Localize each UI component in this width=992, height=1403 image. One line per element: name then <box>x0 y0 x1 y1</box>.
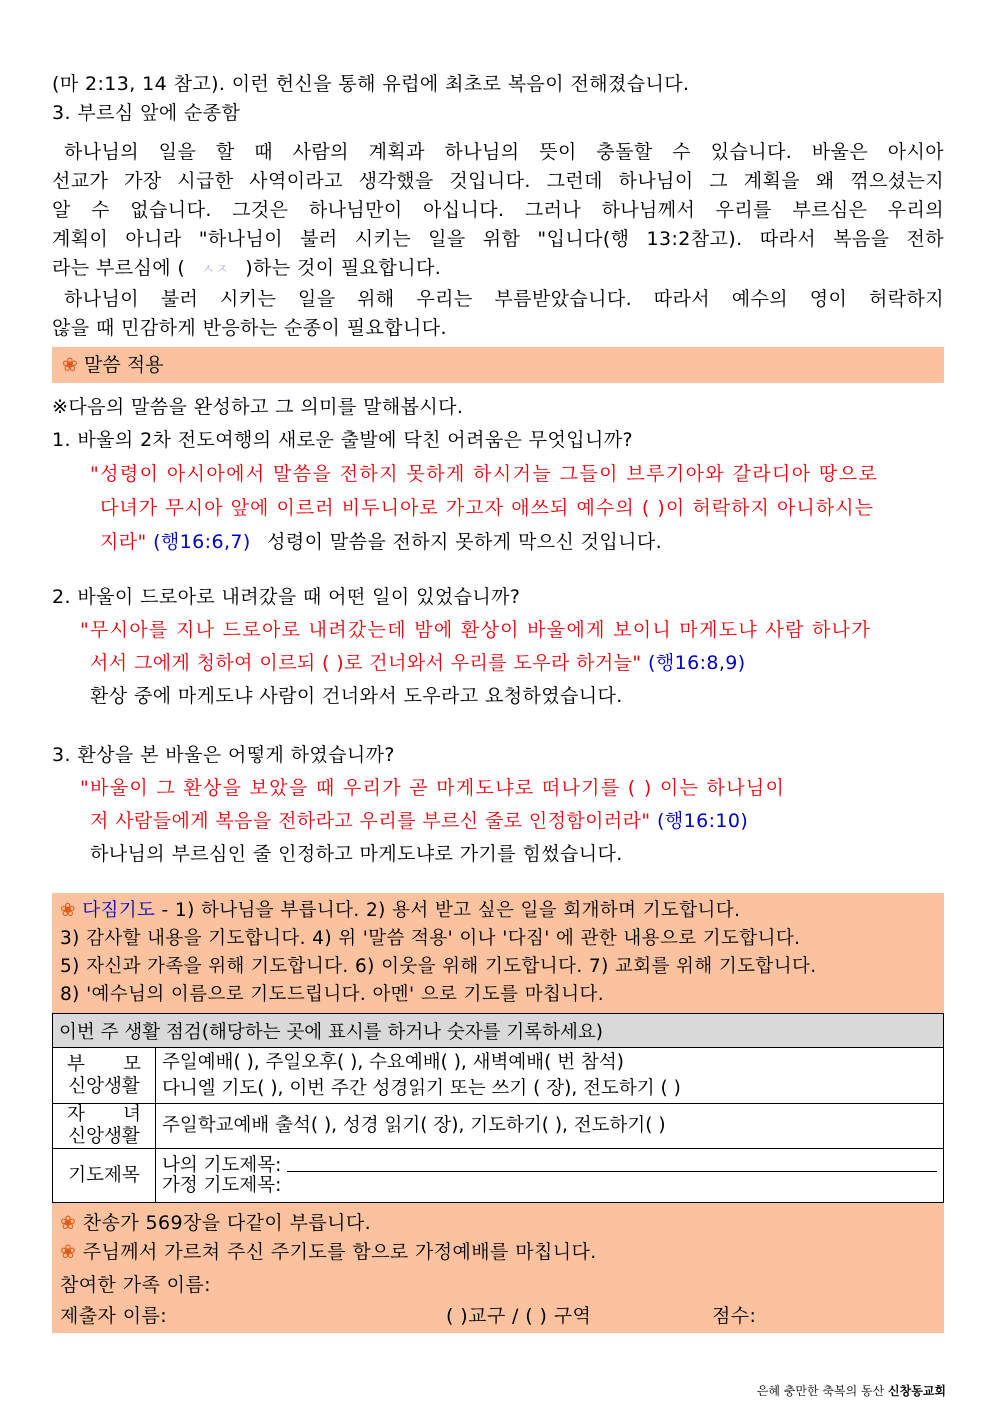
participants-field[interactable]: 참여한 가족 이름: <box>60 1274 211 1296</box>
prayer-topics-label: 기도제목 <box>53 1149 156 1203</box>
prayer-line: ❀ 다짐기도 - 1) 하나님을 부릅니다. 2) 용서 받고 싶은 일을 회개하며 기도합니다. <box>60 900 741 921</box>
paragraph-line: 하나님이 불러 시키는 일을 위해 우리는 부름받았습니다. 따라서 예수의 영이 허락하지 <box>64 288 944 310</box>
worship-sheet <box>52 70 944 1333</box>
prayer-label: 다짐기도 <box>82 900 156 921</box>
church-name: 신창동교회 <box>888 1384 946 1398</box>
church-signature: 은혜 충만한 축복의 동산 신창동교회 <box>756 1384 946 1398</box>
family-prayer-row[interactable]: 가정 기도제목: <box>162 1174 282 1196</box>
parents-checks <box>156 1048 944 1104</box>
verse-line: 서서 그에게 청하여 이르되 ( )로 건너와서 우리를 도우라 하거늘" (행16:8,9) <box>90 652 746 674</box>
children-row[interactable]: 주일학교예배 출석( ), 성경 읽기( 장), 기도하기( ), 전도하기( ) <box>162 1115 666 1136</box>
paragraph-line: 선교가 가장 시급한 사역이라고 생각했을 것입니다. 그런데 하나님이 그 계획을 왜 꺾으셨는지 <box>52 170 944 192</box>
parents-label: 부 모 신앙생활 <box>53 1048 156 1104</box>
verse-line: "성령이 아시아에서 말씀을 전하지 못하게 하시거늘 그들이 브루기아와 갈라디아 땅으로 <box>90 463 879 485</box>
paragraph-line: 않을 때 민감하게 반응하는 순종이 필요합니다. <box>52 317 447 339</box>
verse-reference: (행16:10) <box>657 810 749 832</box>
apply-title: 말씀 적용 <box>83 354 164 376</box>
life-checklist <box>52 1013 944 1203</box>
lords-prayer-line: ❀ 주님께서 가르쳐 주신 주기도를 함으로 가정예배를 마칩니다. <box>60 1241 597 1263</box>
verse-line: 저 사람들에게 복음을 전하라고 우리를 부르신 줄로 인정함이러라" (행16:10) <box>90 810 749 832</box>
closing-section <box>52 1203 944 1333</box>
verse-line: 지라" (행16:6,7) 성령이 말씀을 전하지 못하게 막으신 것입니다. <box>100 531 663 553</box>
score-field[interactable]: 점수: <box>712 1305 757 1327</box>
intro-line: (마 2:13, 14 참고). 이런 헌신을 통해 유럽에 최초로 복음이 전해졌습니다. <box>52 73 690 95</box>
answer: 환상 중에 마게도냐 사람이 건너와서 도우라고 요청하였습니다. <box>90 685 623 707</box>
prayer-line: 3) 감사할 내용을 기도합니다. 4) 위 '말씀 적용' 이나 '다짐' 에 관한 내용으로 기도합니다. <box>60 928 801 949</box>
submitter-field[interactable]: 제출자 이름: <box>60 1305 168 1327</box>
parents-devotion-row[interactable]: 다니엘 기도( ), 이번 주간 성경읽기 또는 쓰기 ( 장), 전도하기 ( ) <box>162 1077 681 1099</box>
apply-header <box>52 347 944 383</box>
verse-reference: (행16:6,7) <box>153 531 251 553</box>
flower-icon: ❀ <box>60 900 76 921</box>
paragraph-line: 하나님의 일을 할 때 사람의 계획과 하나님의 뜻이 충돌할 수 있습니다. 바울은 아시아 <box>64 141 944 163</box>
prayer-line: 8) '예수님의 이름으로 기도드립니다. 아멘' 으로 기도를 마칩니다. <box>60 984 605 1005</box>
paragraph-line: 라는 부르심에 ( ㅅㅈ )하는 것이 필요합니다. <box>52 257 442 279</box>
hymn-line: ❀ 찬송가 569장을 다같이 부릅니다. <box>60 1212 372 1234</box>
flower-icon: ❀ <box>60 1212 77 1234</box>
prayer-guide <box>52 893 944 1013</box>
verse-line: "무시아를 지나 드로아로 내려갔는데 밤에 환상이 바울에게 보이니 마게도냐 사람 하나가 <box>80 619 871 641</box>
question-1: 1. 바울의 2차 전도여행의 새로운 출발에 닥친 어려움은 무엇입니까? <box>52 429 634 451</box>
parish-field[interactable]: ( )교구 / ( ) 구역 <box>446 1305 592 1327</box>
paragraph-2 <box>52 285 944 343</box>
children-label: 자 녀 신앙생활 <box>53 1104 156 1149</box>
verse-line: 다녀가 무시아 앞에 이르러 비두니아로 가고자 애쓰되 예수의 ( )이 허락하지 아니하시는 <box>100 497 875 519</box>
answer: 하나님의 부르심인 줄 인정하고 마게도냐로 가기를 힘썼습니다. <box>90 843 623 865</box>
checklist-header: 이번 주 생활 점검(해당하는 곳에 표시를 하거나 숫자를 기록하세요) <box>53 1014 944 1048</box>
paragraph-1 <box>52 138 944 285</box>
children-checks <box>156 1104 944 1149</box>
prayer-topics <box>156 1149 944 1203</box>
paragraph-line: 알 수 없습니다. 그것은 하나님만이 아십니다. 그러나 하나님께서 우리를 부르심은 우리의 <box>52 199 944 221</box>
write-line[interactable] <box>287 1171 937 1172</box>
prayer-line: 5) 자신과 가족을 위해 기도합니다. 6) 이웃을 위해 기도합니다. 7) 교회를 위해 기도합니다. <box>60 956 817 977</box>
my-prayer-row[interactable]: 나의 기도제목: <box>162 1156 937 1176</box>
verse-reference: (행16:8,9) <box>648 652 746 674</box>
flower-icon: ❀ <box>62 354 78 376</box>
question-3: 3. 환상을 본 바울은 어떻게 하였습니까? <box>52 744 395 766</box>
paragraph-line: 계획이 아니라 "하나님이 불러 시키는 일을 위함 "입니다(행 13:2참고). 따라서 복음을 전하 <box>52 228 944 250</box>
blank-hint: ㅅㅈ <box>201 262 230 278</box>
verse-line: "바울이 그 환상을 보았을 때 우리가 곧 마게도냐로 떠나기를 ( ) 이는 하나님이 <box>80 777 786 799</box>
section-heading: 3. 부르심 앞에 순종함 <box>52 102 241 124</box>
question-2: 2. 바울이 드로아로 내려갔을 때 어떤 일이 있었습니까? <box>52 586 521 608</box>
answer: 성령이 말씀을 전하지 못하게 막으신 것입니다. <box>267 531 663 553</box>
instruction: ※다음의 말씀을 완성하고 그 의미를 말해봅시다. <box>52 396 464 418</box>
flower-icon: ❀ <box>60 1241 77 1263</box>
submitter-row <box>60 1302 936 1331</box>
parents-worship-row[interactable]: 주일예배( ), 주일오후( ), 수요예배( ), 새벽예배( 번 참석) <box>162 1051 624 1073</box>
